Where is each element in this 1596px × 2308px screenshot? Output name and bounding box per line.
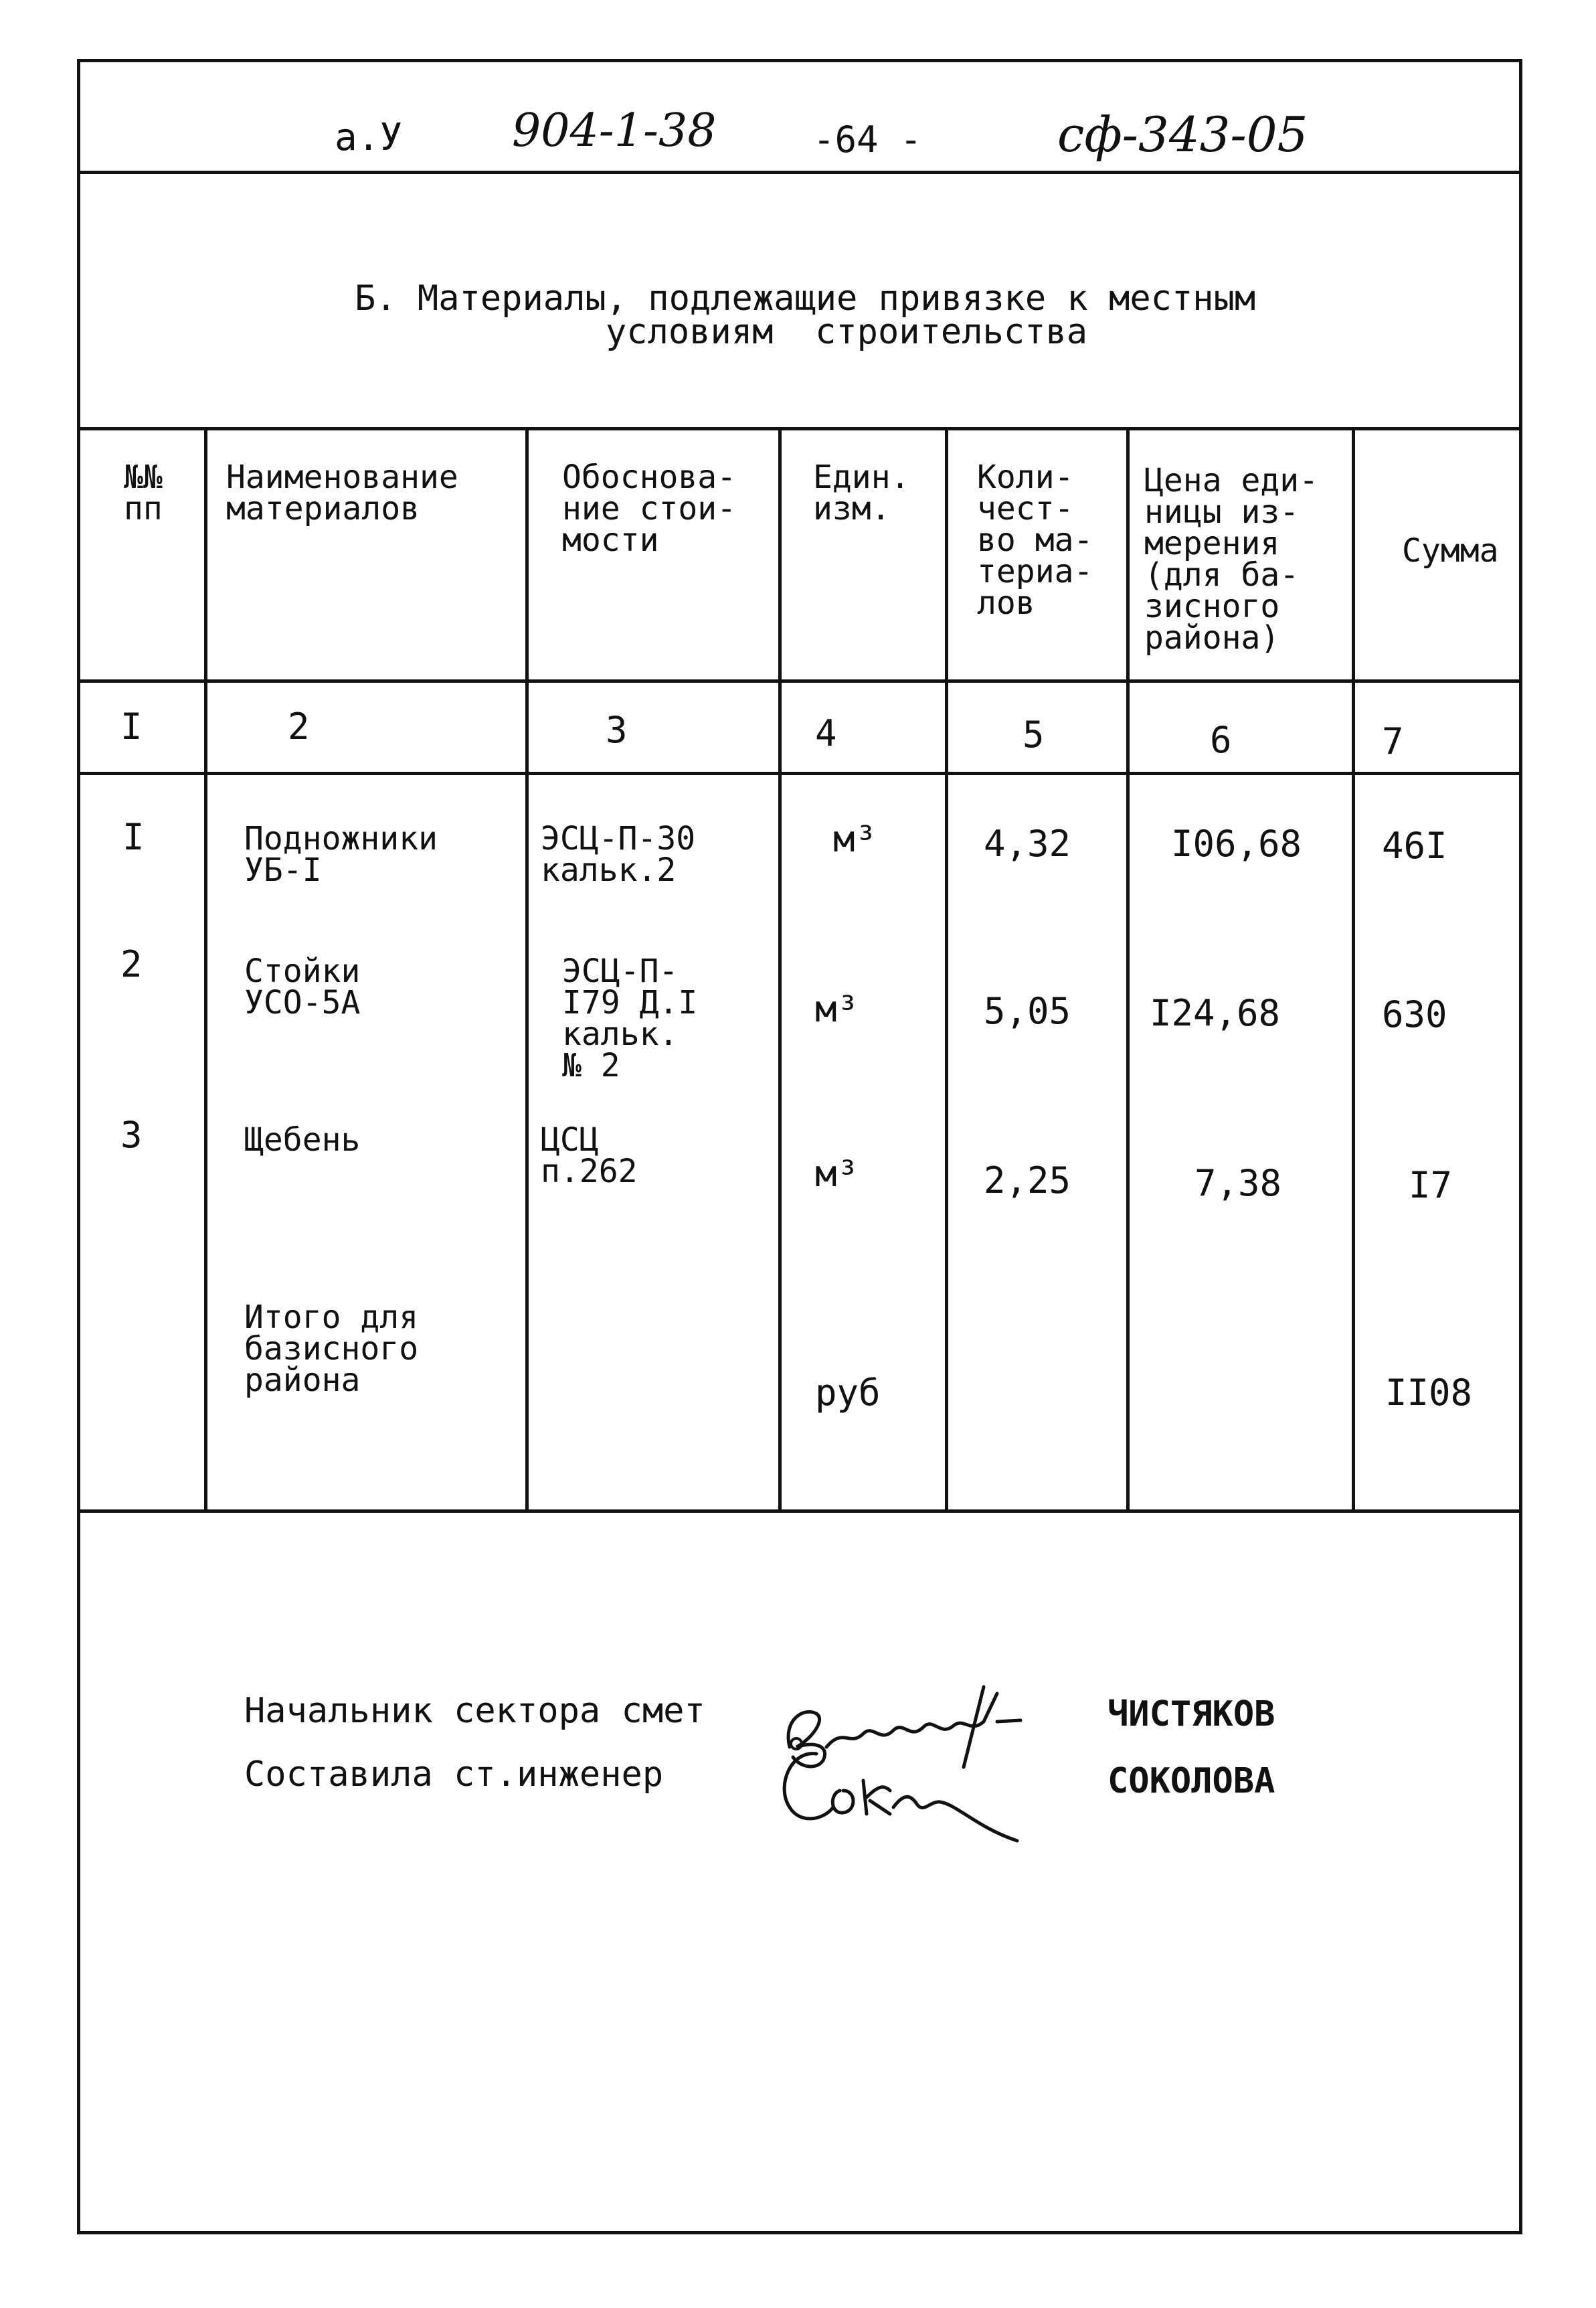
header-project-number: 904-1-38 <box>512 104 717 157</box>
handwritten-signature-sokolova <box>756 1727 1091 1888</box>
header-col-unit: Един. изм. <box>813 459 910 528</box>
header-col-quantity: Коли- чест- во ма- териа- лов <box>977 459 1093 623</box>
header-document-code: сф-343-05 <box>1057 106 1308 163</box>
row-2-number: 2 <box>120 943 143 985</box>
row-2-name: Стойки УСО-5А <box>244 953 361 1022</box>
header-divider <box>77 171 1522 174</box>
col-rule-4 <box>945 427 948 1513</box>
column-number-7: 7 <box>1382 720 1404 762</box>
row-3-unit: м³ <box>815 1153 859 1195</box>
column-number-2: 2 <box>288 706 310 748</box>
row-1-number: I <box>122 816 145 858</box>
col-rule-3 <box>778 427 782 1513</box>
table-bottom-rule <box>77 1509 1522 1513</box>
section-title-line1: Б. Материалы, подлежащие привязке к местным <box>355 278 1256 319</box>
row-2-quantity: 5,05 <box>984 990 1071 1032</box>
row-1-name: Подножники УБ-I <box>244 820 438 890</box>
row-2-unit: м³ <box>815 988 859 1030</box>
row-3-price: 7,38 <box>1194 1162 1282 1204</box>
table-top-rule <box>77 427 1522 430</box>
header-col-sum: Сумма <box>1402 532 1499 570</box>
column-number-1: I <box>120 706 143 748</box>
row-1-sum: 46I <box>1382 825 1447 867</box>
row-1-price: I06,68 <box>1171 823 1302 865</box>
row-2-price: I24,68 <box>1150 992 1281 1034</box>
total-sum: II08 <box>1385 1372 1473 1414</box>
section-title-line2: условиям строительства <box>606 312 1088 352</box>
header-col-basis: Обоснова- ние стои- мости <box>562 459 737 560</box>
header-col-price: Цена еди- ницы из- мерения (для ба- зисного района) <box>1144 462 1319 657</box>
col-rule-2 <box>525 427 529 1513</box>
row-1-unit: м³ <box>833 818 877 860</box>
signature-name-1: ЧИСТЯКОВ <box>1107 1694 1275 1734</box>
row-3-number: 3 <box>120 1114 143 1156</box>
row-2-sum: 630 <box>1382 993 1447 1036</box>
header-page-number: -64 - <box>813 118 922 161</box>
row-3-quantity: 2,25 <box>984 1159 1071 1202</box>
row-1-basis: ЭСЦ-П-30 кальк.2 <box>541 820 696 890</box>
header-bottom-rule <box>77 679 1522 683</box>
column-number-rule <box>77 772 1522 775</box>
total-label: Итого для базисного района <box>244 1299 419 1400</box>
signature-role-1: Начальник сектора смет <box>244 1691 705 1731</box>
row-1-quantity: 4,32 <box>984 823 1071 865</box>
signature-role-2: Составила ст.инженер <box>244 1754 664 1795</box>
header-col-name: Наименование материалов <box>226 459 458 528</box>
column-number-5: 5 <box>1023 714 1045 756</box>
total-unit: руб <box>815 1372 881 1414</box>
col-rule-1 <box>204 427 207 1513</box>
row-3-basis: ЦСЦ п.262 <box>541 1121 638 1191</box>
column-number-4: 4 <box>815 712 837 754</box>
column-number-3: 3 <box>606 709 628 751</box>
col-rule-6 <box>1352 427 1355 1513</box>
signature-name-2: СОКОЛОВА <box>1107 1761 1275 1801</box>
row-2-basis: ЭСЦ-П- I79 Д.I кальк. № 2 <box>562 953 698 1085</box>
row-3-name: Щебень <box>244 1121 361 1159</box>
row-3-sum: I7 <box>1409 1164 1453 1206</box>
col-rule-5 <box>1126 427 1130 1513</box>
header-prefix: а.У <box>335 116 403 159</box>
column-number-6: 6 <box>1210 719 1232 761</box>
header-col-number: №№ пп <box>124 459 163 528</box>
